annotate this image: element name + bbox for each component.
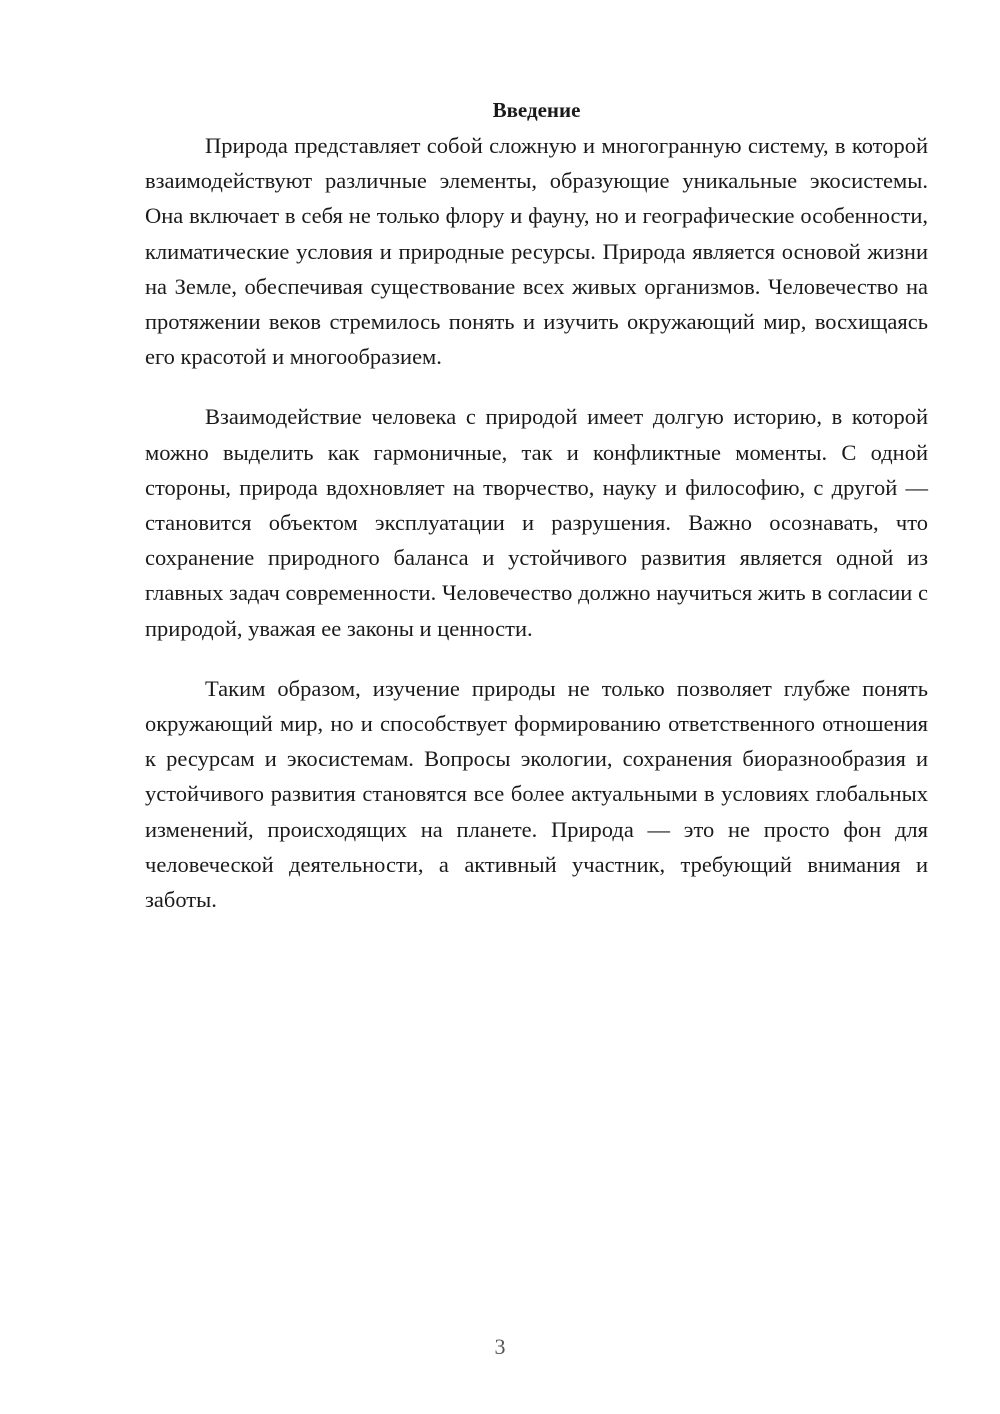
paragraph-1: Природа представляет собой сложную и многогранную систему, в которой взаимодействуют различные элементы, образующие уникальные экосистемы. Она включает в себя не только флору и фауну, но и географические особенности, климатические условия и природные ресурсы. Природа является основой жизни на Земле, обеспечивая существование всех живых организмов. Человечество на протяжении веков стремилось понять и изучить окружающий мир, восхищаясь его красотой и многообразием. <box>145 133 928 370</box>
section-title: Введение <box>492 98 581 122</box>
page-content <box>145 92 928 942</box>
page-number: 3 <box>494 1334 506 1359</box>
paragraph-2: Взаимодействие человека с природой имеет долгую историю, в которой можно выделить как гармоничные, так и конфликтные моменты. С одной стороны, природа вдохновляет на творчество, науку и философию, с другой — становится объектом эксплуатации и разрушения. Важно осознавать, что сохранение природного баланса и устойчивого развития является одной из главных задач современности. Человечество должно научиться жить в согласии с природой, уважая ее законы и ценности. <box>145 404 928 641</box>
paragraph-3: Таким образом, изучение природы не только позволяет глубже понять окружающий мир, но и способствует формированию ответственного отношения к ресурсам и экосистемам. Вопросы экологии, сохранения биоразнообразия и устойчивого развития становятся все более актуальными в условиях глобальных изменений, происходящих на планете. Природа — это не просто фон для человеческой деятельности, а активный участник, требующий внимания и заботы. <box>145 675 928 913</box>
